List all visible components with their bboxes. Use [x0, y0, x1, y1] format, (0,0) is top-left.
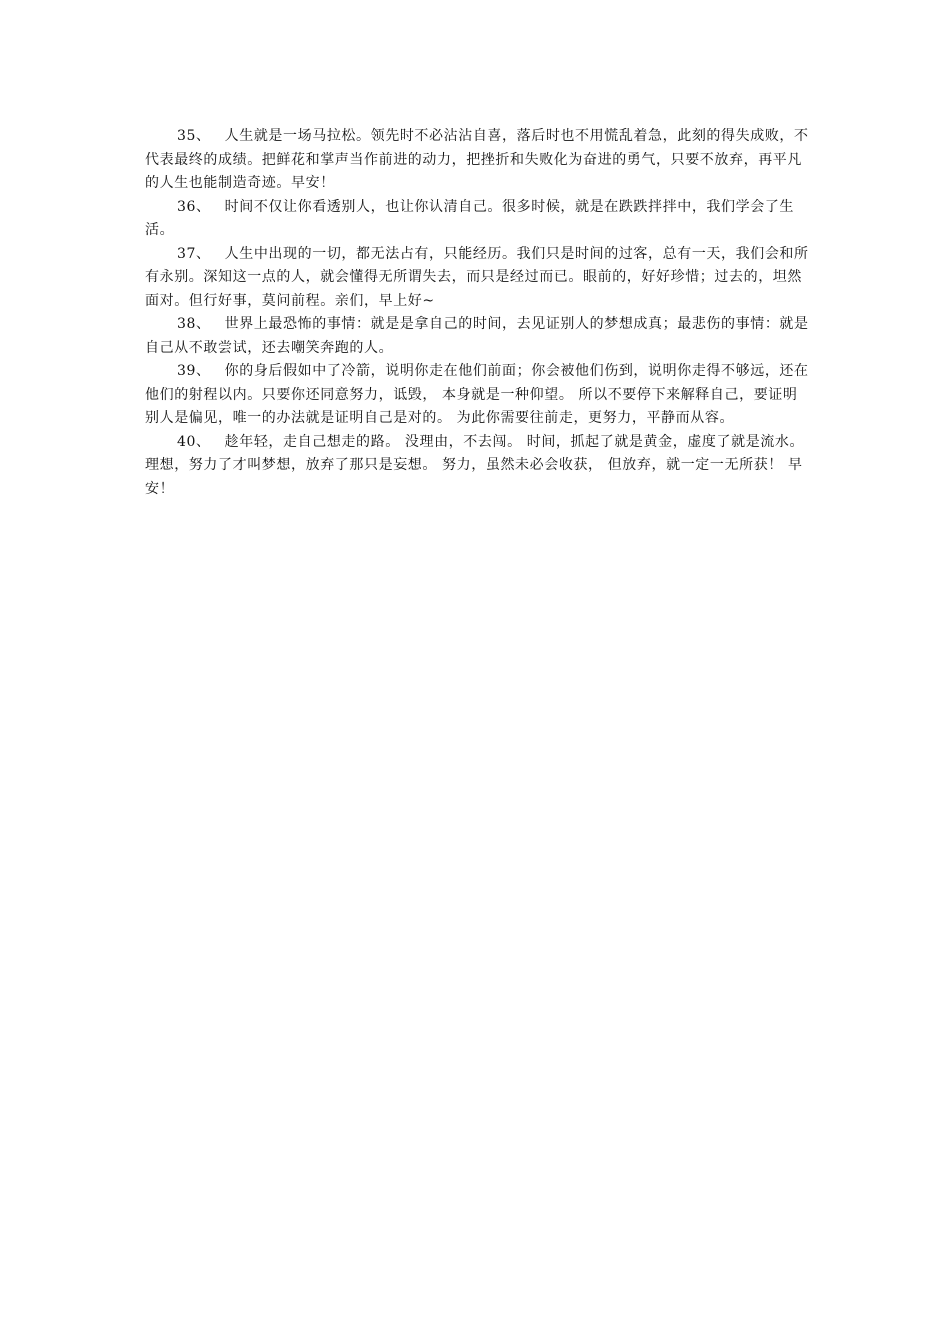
entry-37	[145, 243, 810, 314]
entry-number: 37、	[177, 245, 211, 262]
document-page	[145, 125, 810, 501]
entry-38	[145, 313, 810, 360]
entry-39	[145, 360, 810, 431]
entry-text: 时间不仅让你看透别人，也让你认清自己。很多时候，就是在跌跌拌拌中，我们学会了生活。	[145, 198, 795, 238]
entry-number: 39、	[177, 363, 211, 379]
entry-35	[145, 125, 810, 196]
entry-text: 人生中出现的一切，都无法占有，只能经历。我们只是时间的过客，总有一天，我们会和所有永别。深知这一点的人，就会懂得无所谓失去，而只是经过而已。眼前的，好好珍惜；过去的，坦然面对。但行好事，莫问前程。亲们，早上好~	[145, 245, 809, 309]
entry-36	[145, 196, 810, 243]
entry-number: 35、	[177, 128, 211, 144]
entry-40	[145, 431, 810, 502]
entry-text: 世界上最恐怖的事情：就是是拿自己的时间，去见证别人的梦想成真；最悲伤的事情：就是自己从不敢尝试，还去嘲笑奔跑的人。	[145, 316, 809, 356]
entry-text: 趁年轻，走自己想走的路。 没理由，不去闯。 时间，抓起了就是黄金，虚度了就是流水。 理想，努力了才叫梦想，放弃了那只是妄想。 努力，虽然未必会收获， 但放弃，就一定一无所获！ 早安！	[145, 433, 805, 497]
entry-text: 人生就是一场马拉松。领先时不必沾沾自喜，落后时也不用慌乱着急，此刻的得失成败，不代表最终的成绩。把鲜花和掌声当作前进的动力，把挫折和失败化为奋进的勇气，只要不放弃，再平凡的人生也能制造奇迹。早安！	[145, 128, 809, 191]
entry-number: 38、	[177, 316, 211, 332]
entry-number: 40、	[177, 433, 211, 450]
entry-text: 你的身后假如中了冷箭，说明你走在他们前面；你会被他们伤到，说明你走得不够远，还在他们的射程以内。只要你还同意努力，诋毁， 本身就是一种仰望。 所以不要停下来解释自己，要证明别人是偏见，唯一的办法就是证明自己是对的。 为此你需要往前走，更努力，平静而从容。	[145, 363, 809, 426]
entry-number: 36、	[177, 198, 211, 215]
